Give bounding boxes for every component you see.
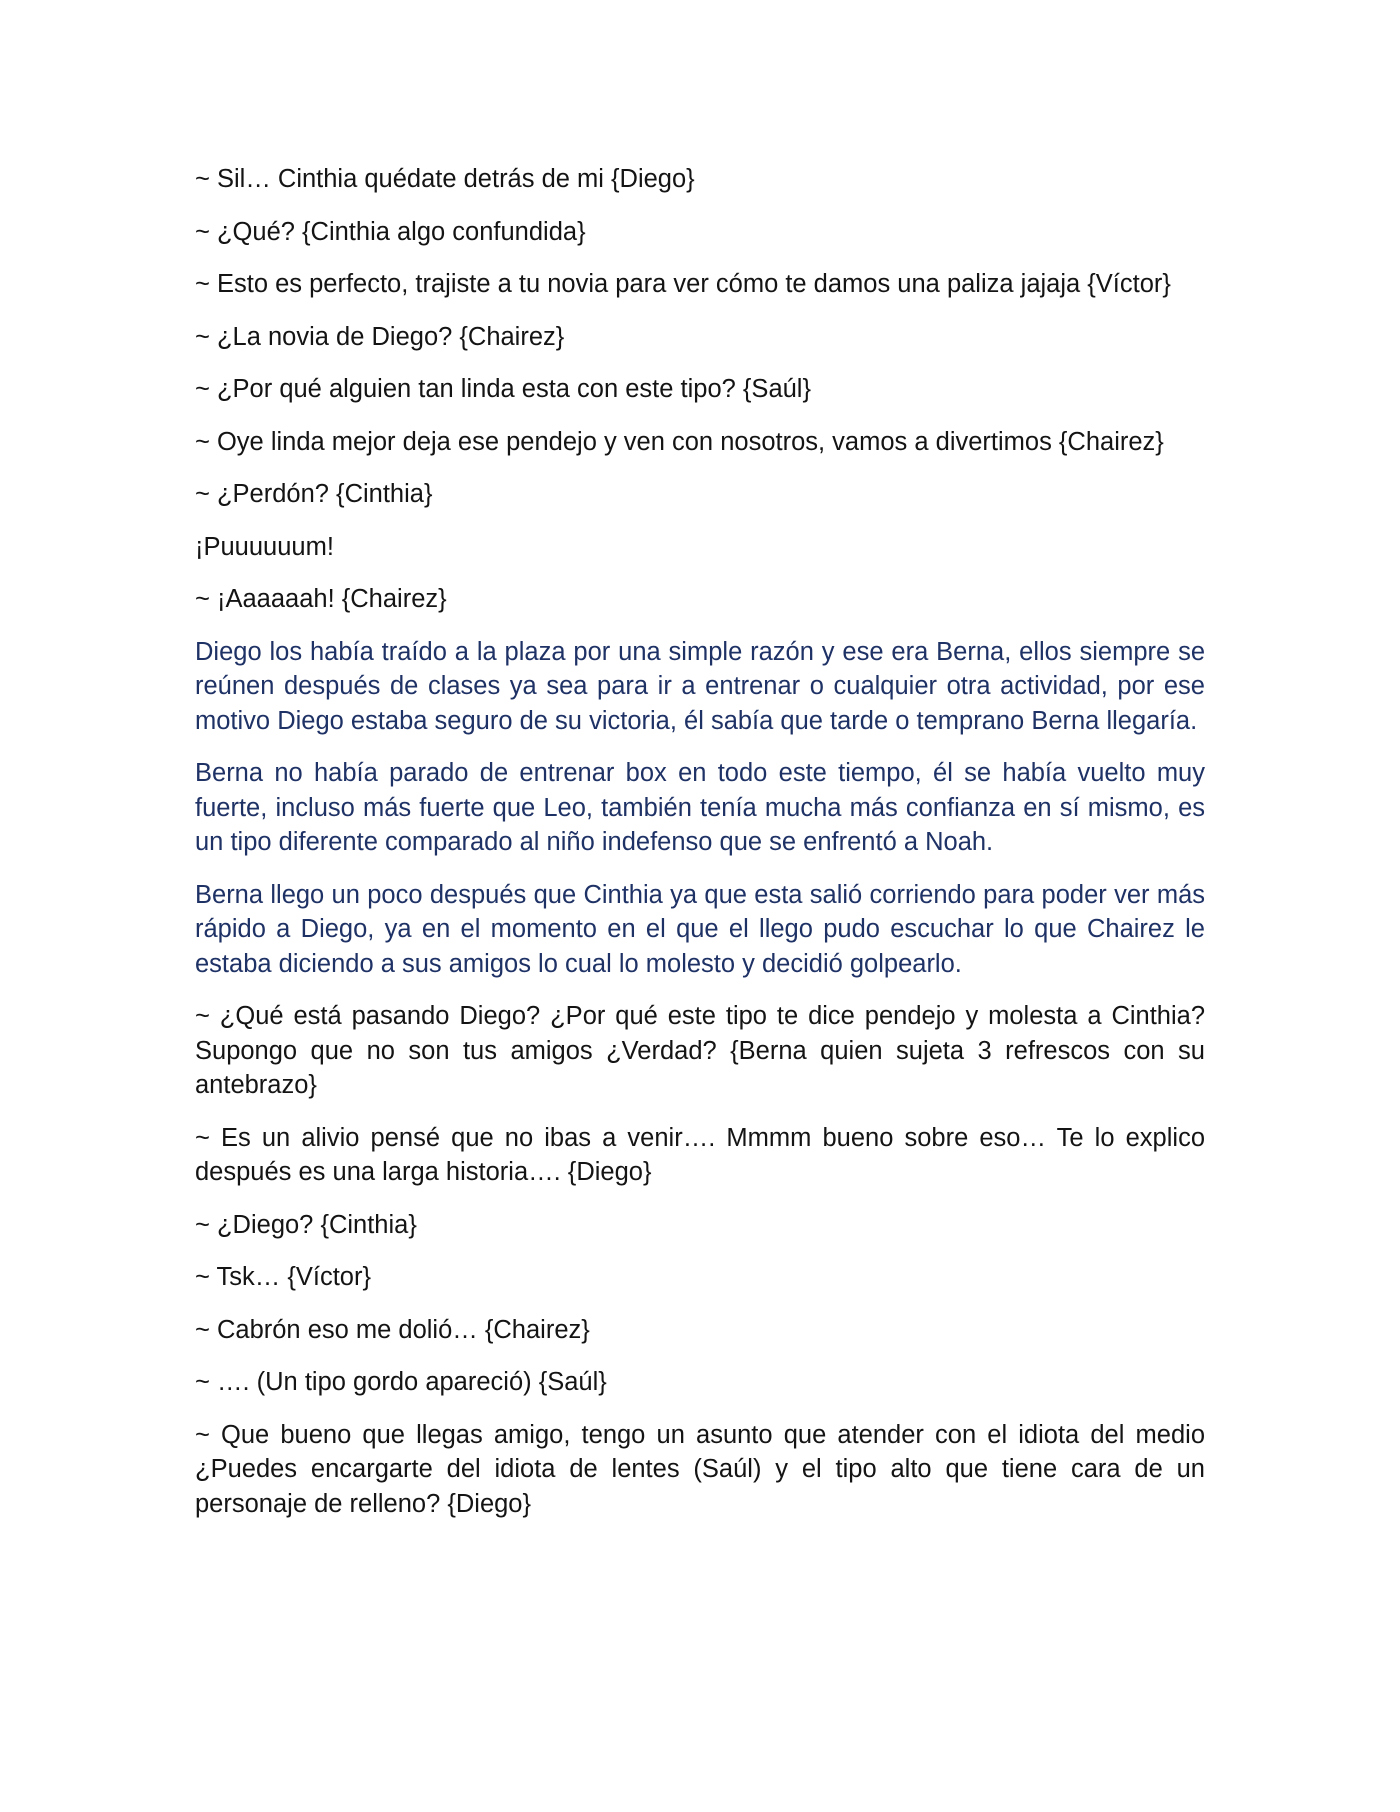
narration-paragraph: Diego los había traído a la plaza por una simple razón y ese era Berna, ellos siempre se reúnen después de clases ya sea para ir a entrenar o cualquier otra actividad, por ese motivo Diego estaba seguro de su victoria, él sabía que tarde o temprano Berna llegaría. [195, 637, 1205, 735]
dialogue-paragraph: ~ Que bueno que llegas amigo, tengo un asunto que atender con el idiota del medio ¿Puedes encargarte del idiota de lentes (Saúl) y el tipo alto que tiene cara de un personaje de relleno? {Diego} [195, 1420, 1205, 1518]
document-page [195, 162, 1205, 1539]
dialogue-paragraph: ~ Es un alivio pensé que no ibas a venir…. Mmmm bueno sobre eso… Te lo explico después es una larga historia…. {Diego} [195, 1123, 1205, 1186]
dialogue-paragraph: ~ Oye linda mejor deja ese pendejo y ven con nosotros, vamos a divertimos {Chairez} [195, 427, 1164, 456]
narration-paragraph: Berna no había parado de entrenar box en todo este tiempo, él se había vuelto muy fuerte, incluso más fuerte que Leo, también tenía mucha más confianza en sí mismo, es un tipo diferente comparado al niño indefenso que se enfrentó a Noah. [195, 759, 1205, 856]
dialogue-paragraph: ~ ¡Aaaaaah! {Chairez} [195, 585, 447, 613]
dialogue-paragraph: ~ Tsk… {Víctor} [195, 1263, 371, 1291]
dialogue-paragraph: ~ ¿La novia de Diego? {Chairez} [195, 322, 565, 351]
dialogue-paragraph: ~ Esto es perfecto, trajiste a tu novia para ver cómo te damos una paliza jajaja {Víctor} [195, 270, 1171, 298]
narration-paragraph: Berna llego un poco después que Cinthia ya que esta salió corriendo para poder ver más rápido a Diego, ya en el momento en el que el llego pudo escuchar lo que Chairez le estaba diciendo a sus amigos lo cual lo molesto y decidió golpearlo. [195, 880, 1205, 978]
dialogue-paragraph: ~ ¿Qué? {Cinthia algo confundida} [195, 217, 586, 246]
dialogue-paragraph: ~ ¿Diego? {Cinthia} [195, 1210, 417, 1239]
dialogue-paragraph: ~ ¿Perdón? {Cinthia} [195, 480, 433, 508]
dialogue-paragraph: ~ ¿Por qué alguien tan linda esta con este tipo? {Saúl} [195, 375, 811, 403]
dialogue-paragraph: ~ ¿Qué está pasando Diego? ¿Por qué este tipo te dice pendejo y molesta a Cinthia? Supongo que no son tus amigos ¿Verdad? {Berna quien sujeta 3 refrescos con su antebrazo} [195, 1002, 1205, 1099]
dialogue-paragraph: ~ Cabrón eso me dolió… {Chairez} [195, 1315, 590, 1344]
dialogue-paragraph: ~ Sil… Cinthia quédate detrás de mi {Diego} [195, 165, 695, 193]
sound-effect-paragraph: ¡Puuuuuum! [195, 532, 334, 561]
dialogue-paragraph: ~ …. (Un tipo gordo apareció) {Saúl} [195, 1368, 607, 1396]
